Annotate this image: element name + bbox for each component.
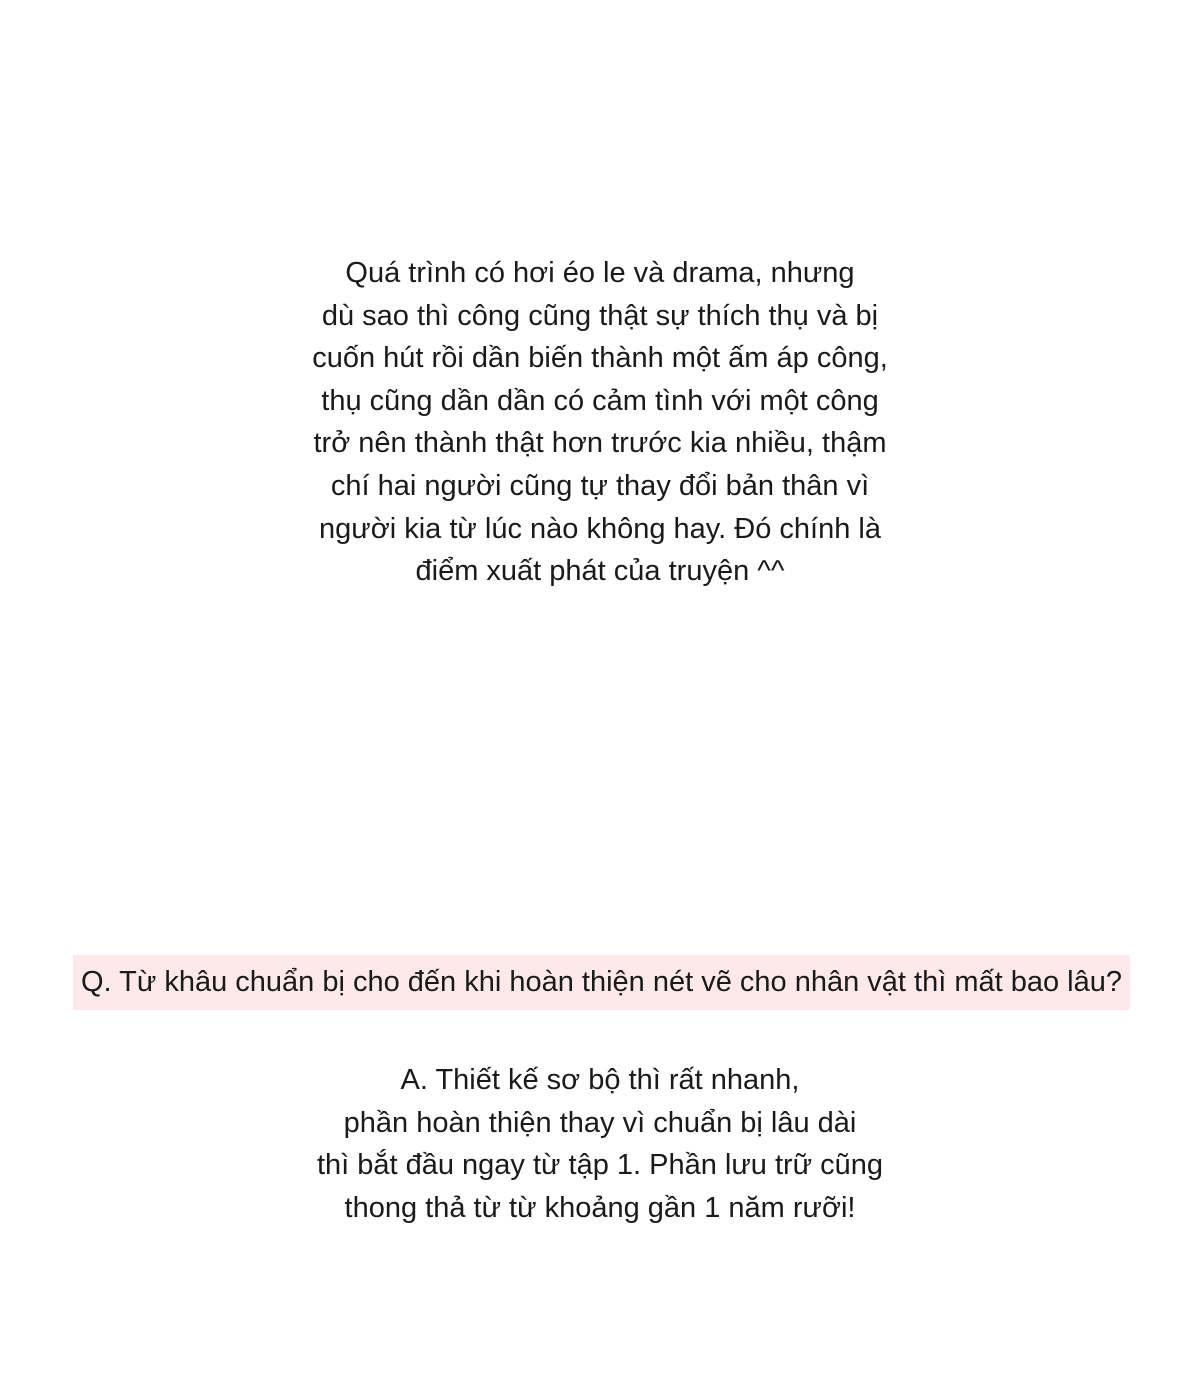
answer-paragraph [0,1059,1200,1229]
answer-line: thì bắt đầu ngay từ tập 1. Phần lưu trữ cũng [316,1149,884,1182]
intro-line: trở nên thành thật hơn trước kia nhiều, thậm [313,427,887,460]
answer-line: A. Thiết kế sơ bộ thì rất nhanh, [400,1064,800,1096]
intro-line: Quá trình có hơi éo le và drama, nhưng [345,257,855,289]
intro-line: người kia từ lúc nào không hay. Đó chính là [319,512,881,545]
question-banner [73,955,1130,1010]
question-text: Q. Từ khâu chuẩn bị cho đến khi hoàn thiện nét vẽ cho nhân vật thì mất bao lâu? [80,966,1123,998]
intro-line: cuốn hút rồi dần biến thành một ấm áp công, [312,342,888,375]
intro-line: điểm xuất phát của truyện ^^ [415,555,785,588]
intro-line: chí hai người cũng tự thay đổi bản thân vì [330,469,870,502]
intro-line: dù sao thì công cũng thật sự thích thụ và bị [321,299,879,332]
intro-line: thụ cũng dần dần có cảm tình với một công [321,384,879,417]
answer-line: phần hoàn thiện thay vì chuẩn bị lâu dài [343,1106,857,1139]
intro-paragraph [0,252,1200,593]
answer-line: thong thả từ từ khoảng gần 1 năm rưỡi! [344,1191,856,1224]
